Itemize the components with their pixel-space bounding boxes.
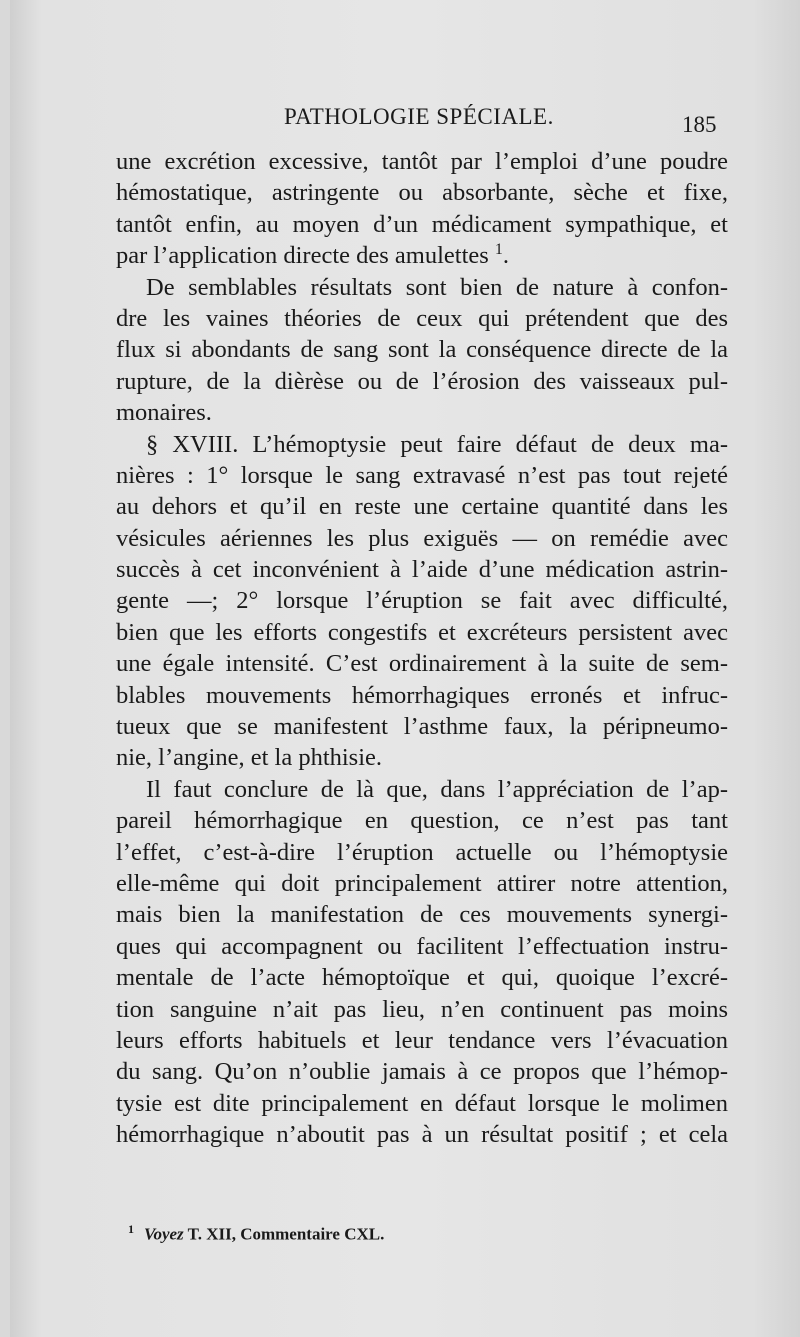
text-line: une égale intensité. C’est ordinairement à la suite de sem- bbox=[116, 650, 728, 678]
book-page bbox=[10, 0, 800, 1337]
text-line: tantôt enfin, au moyen d’un médicament sympathique, et bbox=[116, 210, 728, 238]
text-line: tysie est dite principalement en défaut lorsque le molimen bbox=[116, 1089, 728, 1117]
text-line-content: par l’application directe des amulettes bbox=[116, 242, 489, 270]
text-line: pareil hémorrhagique en question, ce n’est pas tant bbox=[116, 807, 728, 835]
text-line bbox=[116, 240, 728, 271]
text-line: ques qui accompagnent ou facilitent l’effectuation instru- bbox=[116, 932, 728, 960]
text-line: au dehors et qu’il en reste une certaine quantité dans les bbox=[116, 493, 728, 521]
text-line: succès à cet inconvénient à l’aide d’une médication astrin- bbox=[116, 556, 728, 584]
section-heading-line: § XVIII. L’hémoptysie peut faire défaut de deux ma- bbox=[146, 430, 728, 458]
text-line: mais bien la manifestation de ces mouvements synergi- bbox=[116, 901, 728, 929]
text-line: De semblables résultats sont bien de nature à confon- bbox=[146, 273, 728, 301]
text-line: une excrétion excessive, tantôt par l’emploi d’une poudre bbox=[116, 148, 728, 175]
text-line: nie, l’angine, et la phthisie. bbox=[116, 744, 383, 772]
text-line: leurs efforts habituels et leur tendance vers l’évacuation bbox=[116, 1026, 728, 1054]
text-line: monaires. bbox=[116, 399, 212, 427]
text-line: vésicules aériennes les plus exiguës — on remédie avec bbox=[116, 524, 728, 552]
text-line: nières : 1° lorsque le sang extravasé n’est pas tout rejeté bbox=[116, 461, 728, 489]
text-line-end: . bbox=[502, 242, 510, 270]
text-line: l’effet, c’est-à-dire l’éruption actuelle ou l’hémoptysie bbox=[116, 838, 728, 866]
text-line: bien que les efforts congestifs et excréteurs persistent avec bbox=[116, 618, 728, 646]
footnote-marker: 1 bbox=[128, 1222, 134, 1236]
text-line: blables mouvements hémorrhagiques erronés et infruc- bbox=[116, 681, 728, 709]
page-number: 185 bbox=[682, 112, 717, 137]
text-line: du sang. Qu’on n’oublie jamais à ce propos que l’hémop- bbox=[116, 1058, 728, 1086]
text-line: flux si abondants de sang sont la conséquence directe de la bbox=[116, 336, 728, 364]
text-line: rupture, de la dièrèse ou de l’érosion des vaisseaux pul- bbox=[116, 367, 728, 395]
text-line: hémostatique, astringente ou absorbante, sèche et fixe, bbox=[116, 179, 728, 207]
footnote-voyez: Voyez bbox=[144, 1224, 184, 1244]
text-line: tueux que se manifestent l’asthme faux, la péripneumo- bbox=[116, 713, 728, 741]
text-line: Il faut conclure de là que, dans l’appréciation de l’ap- bbox=[146, 775, 728, 803]
page-header bbox=[10, 100, 800, 140]
running-title: PATHOLOGIE SPÉCIALE. bbox=[284, 104, 554, 129]
footnote bbox=[128, 1222, 384, 1245]
text-line: dre les vaines théories de ceux qui prétendent que des bbox=[116, 304, 728, 332]
footnote-text: T. XII, Commentaire CXL. bbox=[183, 1224, 385, 1244]
text-line: tion sanguine n’ait pas lieu, n’en continuent pas moins bbox=[116, 995, 728, 1023]
text-line: mentale de l’acte hémoptoïque et qui, quoique l’excré- bbox=[116, 964, 728, 992]
footnote-reference: 1 bbox=[494, 241, 503, 259]
text-line: gente —; 2° lorsque l’éruption se fait avec difficulté, bbox=[116, 587, 728, 615]
text-line: hémorrhagique n’aboutit pas à un résultat positif ; et cela bbox=[116, 1121, 728, 1149]
text-line: elle-même qui doit principalement attirer notre attention, bbox=[116, 869, 728, 897]
body-text bbox=[116, 146, 728, 1151]
